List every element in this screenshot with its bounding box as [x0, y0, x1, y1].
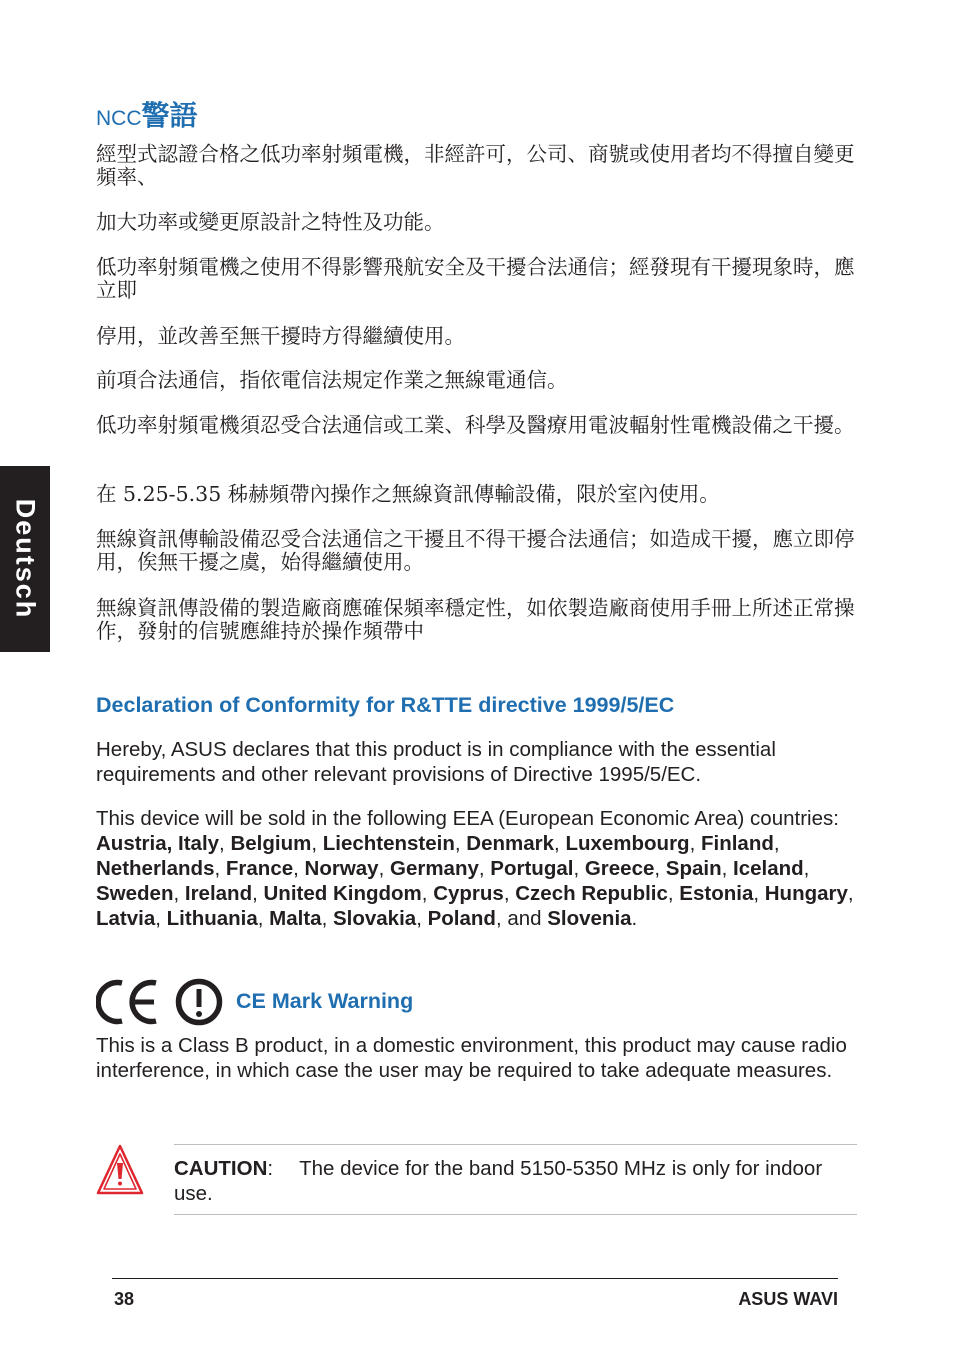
country-name: Luxembourg — [565, 832, 690, 855]
country-separator: , — [753, 882, 765, 905]
country-name: Lithuania — [166, 907, 258, 930]
country-separator: , — [573, 857, 585, 880]
ncc-paragraph: 低功率射頻電機之使用不得影響飛航安全及干擾合法通信；經發現有干擾現象時，應立即 — [96, 255, 855, 302]
country-separator: , — [454, 832, 467, 855]
country-name: Slovenia — [547, 907, 632, 930]
country-separator: , — [803, 857, 810, 880]
country-separator: , — [214, 857, 226, 880]
country-name: Sweden — [96, 882, 174, 905]
ncc-heading-latin: NCC — [96, 107, 142, 130]
countries-paragraph — [96, 806, 866, 931]
caution-colon: : — [267, 1157, 274, 1180]
country-name: Estonia — [679, 882, 754, 905]
country-separator: , — [416, 907, 428, 930]
country-separator: , — [847, 882, 854, 905]
country-separator: , — [293, 857, 305, 880]
countries-intro: This device will be sold in the following EEA (European Economic Area) countries: — [96, 807, 839, 830]
country-separator: , — [378, 857, 390, 880]
country-separator: , — [654, 857, 666, 880]
country-separator: , — [321, 907, 333, 930]
country-separator: , — [554, 832, 566, 855]
country-separator: , — [689, 832, 701, 855]
ncc-paragraph: 無線資訊傳設備的製造廠商應確保頻率穩定性，如依製造廠商使用手冊上所述正常操作，發射的信號應維持於操作頻帶中 — [96, 596, 855, 643]
country-name: Finland — [701, 832, 774, 855]
country-name: Slovakia — [332, 907, 417, 930]
ncc-heading-cjk: 警語 — [141, 100, 198, 131]
country-separator: , — [311, 832, 323, 855]
language-tab-label: Deutsch — [10, 498, 41, 620]
country-name: Norway — [304, 857, 379, 880]
country-name: Czech Republic — [515, 882, 668, 905]
country-separator: , — [252, 882, 264, 905]
country-separator: , — [478, 857, 491, 880]
caution-text — [174, 1156, 834, 1206]
caution-message: The device for the band 5150-5350 MHz is only for indoor use. — [174, 1157, 823, 1205]
class-2-alert-icon — [179, 982, 220, 1023]
country-name: United Kingdom — [263, 882, 422, 905]
country-name: Cyprus — [433, 882, 504, 905]
country-separator: , — [721, 857, 734, 880]
ce-mark-logo — [96, 976, 224, 1028]
language-tab — [0, 466, 50, 652]
ncc-paragraph: 停用，並改善至無干擾時方得繼續使用。 — [96, 324, 465, 348]
country-separator: , — [155, 907, 167, 930]
country-name: Iceland — [733, 857, 804, 880]
country-name: Greece — [584, 857, 655, 880]
country-name: Malta — [269, 907, 322, 930]
page-number: 38 — [114, 1289, 135, 1309]
caution-box — [174, 1144, 857, 1215]
ncc-paragraph: 經型式認證合格之低功率射頻電機，非經許可，公司、商號或使用者均不得擅自變更頻率、 — [96, 142, 855, 189]
country-separator: , — [773, 832, 780, 855]
country-name: Hungary — [764, 882, 848, 905]
country-name: Belgium — [230, 832, 312, 855]
country-name: Netherlands — [96, 857, 215, 880]
country-name: Spain — [665, 857, 722, 880]
country-separator: , — [503, 882, 516, 905]
warning-triangle-icon — [96, 1143, 144, 1198]
country-separator: , — [219, 832, 231, 855]
country-separator: , — [257, 907, 270, 930]
country-name: Germany — [390, 857, 479, 880]
ncc-paragraph: 前項合法通信，指依電信法規定作業之無線電通信。 — [96, 368, 568, 392]
country-name: Latvia — [96, 907, 156, 930]
country-separator: , — [667, 882, 680, 905]
footer-rule — [112, 1278, 838, 1279]
country-list — [96, 832, 854, 930]
ncc-paragraph: 加大功率或變更原設計之特性及功能。 — [96, 210, 445, 234]
ce-paragraph: This is a Class B product, in a domestic environment, this product may cause radio interference, in which case the user may be required to take adequate measures. — [96, 1034, 847, 1082]
ncc-heading — [96, 94, 198, 134]
country-list-end: . — [631, 907, 638, 930]
caution-label: CAUTION — [174, 1157, 268, 1180]
footer-title: ASUS WAVI — [738, 1289, 838, 1309]
country-separator: , — [421, 882, 434, 905]
country-separator: , and — [495, 907, 548, 930]
doc-heading: Declaration of Conformity for R&TTE directive 1999/5/EC — [96, 693, 675, 717]
country-name: Denmark — [466, 832, 555, 855]
country-name: Austria, Italy — [96, 832, 220, 855]
country-name: Poland — [427, 907, 496, 930]
ncc-paragraph: 低功率射頻電機須忍受合法通信或工業、科學及醫療用電波輻射性電機設備之干擾。 — [96, 413, 855, 437]
ncc-paragraph: 無線資訊傳輸設備忍受合法通信之干擾且不得干擾合法通信；如造成干擾，應立即停用，俟無干擾之虞，始得繼續使用。 — [96, 527, 855, 574]
country-name: Liechtenstein — [322, 832, 455, 855]
ce-heading: CE Mark Warning — [236, 989, 414, 1013]
doc-paragraph: Hereby, ASUS declares that this product is in compliance with the essential requirements and other relevant provisions of Directive 1995/5/EC. — [96, 738, 776, 786]
country-name: France — [225, 857, 294, 880]
country-name: Portugal — [490, 857, 574, 880]
ncc-paragraph: 在 5.25-5.35 秭赫頻帶內操作之無線資訊傳輸設備，限於室內使用。 — [96, 482, 720, 506]
country-separator: , — [173, 882, 185, 905]
country-name: Ireland — [184, 882, 253, 905]
